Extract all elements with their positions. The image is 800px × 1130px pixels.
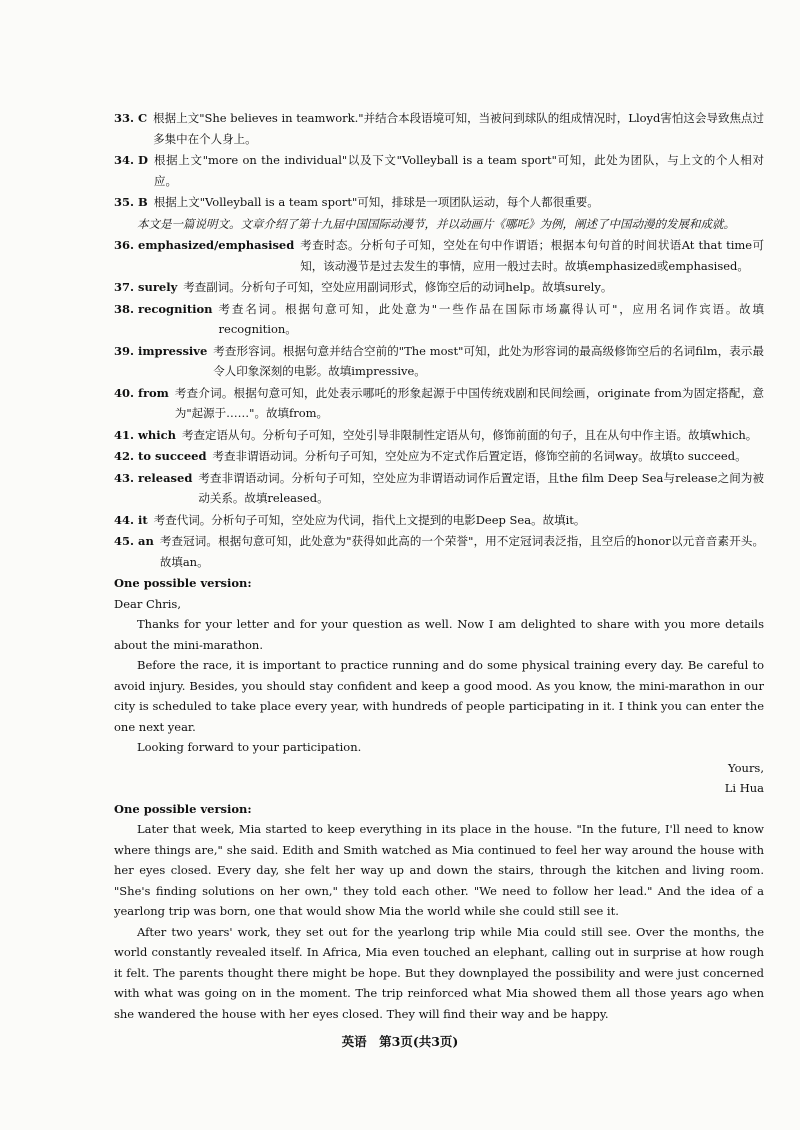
answer-number: 45. an [114, 534, 154, 548]
letter-paragraph: Looking forward to your participation. [137, 740, 362, 754]
answer-explanation: 考查非谓语动词。分析句子可知，空处应为非谓语动词作后置定语，且the film Deep Sea与release之间为被动关系。故填released。 [198, 470, 764, 505]
grammar-item-45 [114, 531, 764, 572]
page-footer: 英语 第3页(共3页) [341, 1034, 459, 1049]
answer-item-35 [114, 192, 764, 213]
letter-salutation: Dear Chris, [114, 596, 181, 611]
answer-number: 38. recognition [114, 301, 213, 316]
grammar-item-42 [114, 446, 764, 467]
grammar-item-37 [114, 277, 764, 298]
answer-key-content [114, 108, 764, 1024]
story-sample [114, 799, 764, 1025]
answer-number: 40. from [114, 385, 169, 400]
grammar-item-39 [114, 341, 764, 382]
answer-number: 42. to succeed [114, 449, 207, 463]
letter-closing: Yours, [728, 760, 764, 775]
grammar-item-38 [114, 299, 764, 340]
answer-explanation: 考查形容词。根据句意并结合空前的"The most"可知，此处为形容词的最高级修饰空后的名词film，表示最令人印象深刻的电影。故填impressive。 [213, 343, 764, 378]
story-heading: One possible version: [114, 801, 252, 816]
answer-explanation: 考查非谓语动词。分析句子可知，空处应为不定式作后置定语，修饰空前的名词way。故填to succeed。 [212, 449, 747, 463]
answer-number: 35. B [114, 195, 148, 209]
answer-number: 44. it [114, 512, 148, 527]
grammar-item-40 [114, 383, 764, 424]
answer-explanation: 考查副词。分析句子可知，空处应用副词形式，修饰空后的动词help。故填surely。 [183, 280, 613, 294]
answer-explanation: 考查名词。根据句意可知，此处意为"一些作品在国际市场赢得认可"，应用名词作宾语。故填recognition。 [218, 301, 764, 336]
answer-number: 36. emphasized/emphasised [114, 238, 295, 252]
answer-number: 43. released [114, 470, 193, 485]
answer-explanation: 根据上文"She believes in teamwork."并结合本段语境可知，当被问到球队的组成情况时，Lloyd害怕这会导致焦点过多集中在个人身上。 [153, 111, 764, 146]
grammar-item-41 [114, 425, 764, 446]
answer-number: 34. D [114, 153, 148, 167]
story-paragraph: After two years' work, they set out for the yearlong trip while Mia could still see. Over the months, the world constantly revealed itself. In Africa, Mia even touched an elephant, calling out in surprise at how rough it felt. The parents thought there might be hope. But they downplayed the possibility and were just concerned with what was going on in the moment. The trip reinforced what Mia showed them all those years ago when she wandered the house with her eyes closed. They will find their way and be happy. [114, 924, 764, 1021]
answer-number: 41. which [114, 427, 177, 442]
grammar-item-36 [114, 235, 764, 276]
answer-explanation: 根据上文"Volleyball is a team sport"可知，排球是一项团队运动，每个人都很重要。 [153, 195, 599, 209]
story-paragraph: Later that week, Mia started to keep everything in its place in the house. "In the future, I'll need to know where things are," she said. Edith and Smith watched as Mia continued to feel her way around the house with her eyes closed. Every day, she felt her way up and down the stairs, through the kitchen and living room. "She's finding solutions on her own," they told each other. "We need to follow her lead." And the idea of a yearlong trip was born, one that would show Mia the world while she could still see it. [114, 822, 764, 918]
letter-heading: One possible version: [114, 576, 252, 590]
passage-summary: 本文是一篇说明文。文章介绍了第十九届中国国际动漫节，并以动画片《哪吒》为例，阐述了中国动漫的发展和成就。 [137, 216, 735, 231]
answer-explanation: 考查定语从句。分析句子可知，空处引导非限制性定语从句，修饰前面的句子，且在从句中作主语。故填which。 [182, 427, 758, 442]
answer-explanation: 考查介词。根据句意可知，此处表示哪吒的形象起源于中国传统戏剧和民间绘画，originate from为固定搭配，意为"起源于……"。故填from。 [174, 385, 764, 420]
grammar-item-44 [114, 510, 764, 531]
letter-signature: Li Hua [724, 781, 764, 795]
letter-paragraph: Before the race, it is important to practice running and do some physical training every day. Be careful to avoid injury. Besides, you should stay confident and keep a good mood. As you know, the mini-marathon in our city is scheduled to take place every year, with hundreds of people participating in it. I think you can enter the one next year. [114, 658, 764, 734]
letter-paragraph: Thanks for your letter and for your question as well. Now I am delighted to share with you more details about the mini-marathon. [114, 617, 764, 652]
answer-explanation: 考查冠词。根据句意可知，此处意为"获得如此高的一个荣誉"，用不定冠词表泛指，且空后的honor以元音音素开头。故填an。 [159, 534, 764, 569]
answer-explanation: 根据上文"more on the individual"以及下文"Volleyball is a team sport"可知，此处为团队，与上文的个人相对应。 [153, 153, 764, 188]
answer-item-34 [114, 150, 764, 191]
answer-number: 39. impressive [114, 343, 208, 358]
answer-explanation: 考查时态。分析句子可知，空处在句中作谓语；根据本句句首的时间状语At that time可知，该动漫节是过去发生的事情，应用一般过去时。故填emphasized或emphasised。 [300, 238, 764, 273]
answer-explanation: 考查代词。分析句子可知，空处应为代词，指代上文提到的电影Deep Sea。故填it。 [153, 512, 586, 527]
letter-sample [114, 573, 764, 799]
grammar-item-43 [114, 468, 764, 509]
answer-number: 33. C [114, 111, 148, 125]
answer-number: 37. surely [114, 280, 178, 294]
answer-item-33 [114, 108, 764, 149]
